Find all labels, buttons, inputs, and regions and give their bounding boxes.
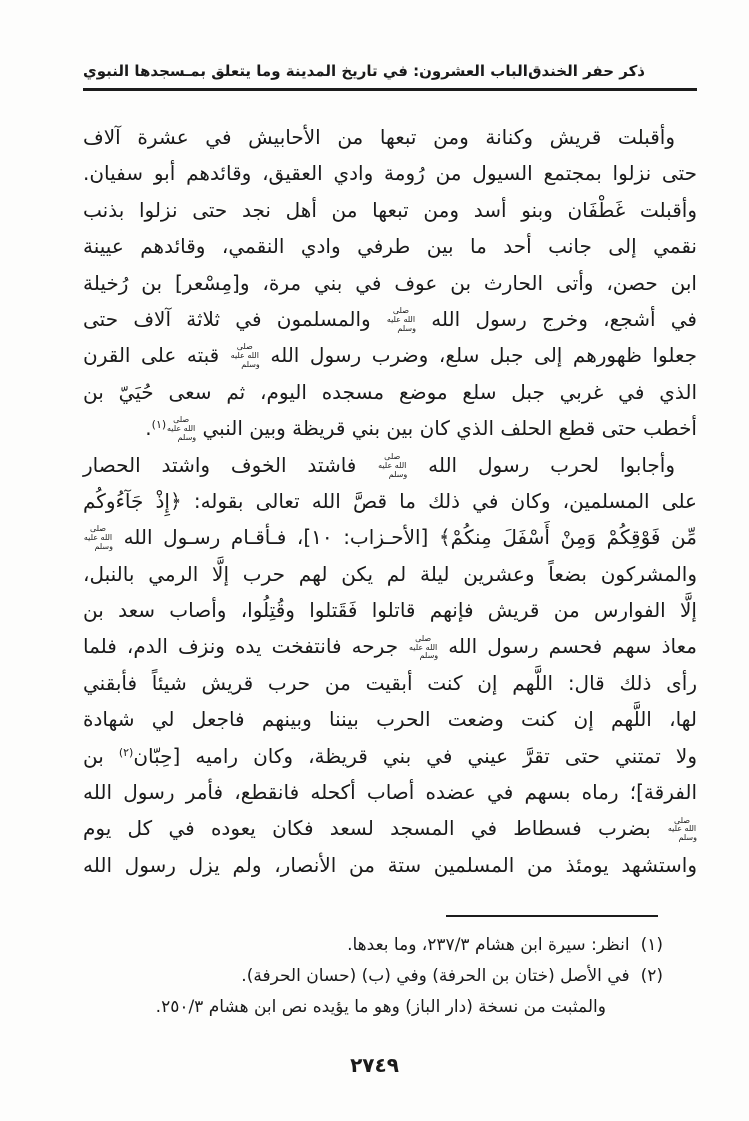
footnote-item — [83, 930, 663, 961]
body-line: حتى نزلوا بمجتمع السيول من رُومة وادي العقيق، وقائدهم أبو سفيان. — [83, 161, 697, 186]
body-line: نقمي إلى جانب أحد ما بين طرفي وادي النقمي، وقائدهم عيينة — [83, 234, 697, 259]
body-line: وأقبلت قريش وكنانة ومن تبعها من الأحابيش في عشرة آلاف — [83, 125, 675, 149]
header-chapter-title: الباب العشرون: في تاريخ المدينة وما يتعلق بمـسجدها النبوي — [83, 62, 528, 80]
body-line: إلَّا الفوارس من قريش فإنهم قاتلوا فَقَتلوا وقُتِلُوا، وأصاب سعد بن — [83, 598, 697, 623]
footnote-number: (١) — [640, 935, 663, 956]
footnote-text: في الأصل (ختان بن الحرفة) وفي (ب) (حسان الحرفة). — [241, 966, 630, 987]
body-line: رأى ذلك قال: اللَّهم إن كنت أبقيت من حرب قريش شيئاً فأبقني — [83, 670, 697, 695]
body-line: لها، اللَّهم إن كنت وضعت الحرب بيننا وبينهم فاجعل لي شهادة — [83, 707, 697, 732]
footnote-continuation: والمثبت من نسخة (دار الباز) وهو ما يؤيده نص ابن هشام ٢٥٠/٣. — [155, 997, 606, 1018]
footnotes — [83, 930, 697, 1023]
footnote-item — [83, 961, 663, 992]
body-line: ولا تمتني حتى تقرَّ عيني في بني قريظة، وكان راميه [حِبّان$^{(٢)}$ بن — [83, 743, 697, 768]
body-line: جعلوا ظهورهم إلى جبل سلع، وضرب رسول الله صلى الله عليه وسلم قبته على القرن — [83, 342, 697, 370]
pbuh-symbol: صلى الله عليه وسلم — [230, 342, 260, 370]
header-section-title: ذكر حفر الخندق — [528, 62, 645, 80]
body-line: صلى الله عليه وسلم بضرب فسطاط في المسجد لسعد فكان يعوده في كل يوم — [83, 815, 697, 843]
footnote-ref: (١) — [151, 418, 167, 432]
body-line: والمشركون بضعاً وعشرين ليلة لم يكن لهم حرب إلَّا الرمي بالنبل، — [83, 561, 697, 586]
running-header — [83, 0, 697, 80]
pbuh-symbol: صلى الله عليه وسلم — [667, 815, 697, 843]
pbuh-symbol: صلى الله عليه وسلم — [409, 633, 439, 661]
body-line: وأجابوا لحرب رسول الله صلى الله عليه وسلم فاشتد الخوف واشتد الحصار — [83, 451, 675, 479]
page-content — [83, 0, 697, 1023]
footnote-number: (٢) — [640, 966, 663, 987]
pbuh-symbol: صلى الله عليه وسلم — [83, 524, 113, 552]
page-number: ٢٧٤٩ — [350, 1053, 399, 1077]
body-text — [83, 119, 697, 883]
body-line: الذي في غربي جبل سلع موضع مسجده اليوم، ثم سعى حُيَيّ بن — [83, 379, 697, 404]
body-line: على المسلمين، وكان في ذلك ما قصَّ الله تعالى بقوله: ﴿إِذْ جَآءُوكُم — [83, 488, 697, 513]
body-line: ابن حصن، وأتى الحارث بن عوف في بني مرة، و[مِسْعر] بن رُخيلة — [83, 270, 697, 295]
body-line: أخطب حتى قطع الحلف الذي كان بين بني قريظة وبين النبي صلى الله عليه وسلم$^{(١)}$. — [145, 415, 697, 443]
body-line: الفرقة]؛ رماه بسهم في عضده أصاب أكحله فانقطع، فأمر رسول الله — [83, 780, 697, 805]
footnote-ref: (٢) — [118, 745, 134, 759]
pbuh-symbol: صلى الله عليه وسلم — [167, 415, 197, 443]
pbuh-symbol: صلى الله عليه وسلم — [386, 306, 416, 333]
body-line: مِّن فَوْقِكُمْ وَمِنْ أَسْفَلَ مِنكُمْ﴾ [الأحـزاب: ١٠]، فـأقـام رسـول الله صلى الله عليه وسلم — [83, 524, 697, 552]
header-rule — [83, 88, 697, 91]
body-line: وأقبلت غَطْفَان وبنو أسد ومن تبعها من أهل نجد حتى نزلوا بذنب — [83, 197, 697, 222]
body-line: معاذ سهم فحسم رسول الله صلى الله عليه وسلم جرحه فانتفخت يده ونزف الدم، فلما — [83, 633, 697, 661]
footnote-text: انظر: سيرة ابن هشام ٢٣٧/٣، وما بعدها. — [347, 935, 630, 956]
body-line: واستشهد يومئذ من المسلمين ستة من الأنصار، ولم يزل رسول الله — [83, 852, 697, 877]
body-line: في أشجع، وخرج رسول الله صلى الله عليه وسلم والمسلمون في ثلاثة آلاف حتى — [83, 306, 697, 333]
pbuh-symbol: صلى الله عليه وسلم — [378, 451, 408, 479]
footnote-separator — [446, 915, 658, 917]
